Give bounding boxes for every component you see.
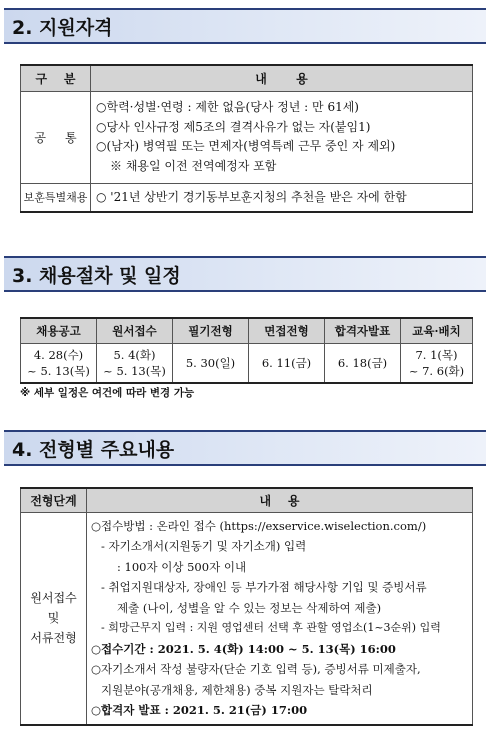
date-text: 5. 4(화) [113, 347, 156, 362]
qualification-table [20, 64, 473, 213]
date-text: 6. 18(금) [337, 355, 388, 370]
section-header-qualification [4, 8, 486, 44]
schedule-cell-result [325, 343, 401, 383]
schedule-table [20, 317, 473, 384]
header-category: 구 분 [21, 65, 91, 91]
stage-label-line: 서류전형 [30, 631, 77, 645]
requirement-line: ○(남자) 병역필 또는 면제자(병역특례 근무 중인 자 제외) [96, 139, 396, 153]
schedule-header: 교육·배치 [401, 318, 473, 343]
detail-line: ○합격자 발표 : 2021. 5. 21(금) 17:00 [91, 703, 308, 717]
detail-line: 제출 (나이, 성별을 알 수 있는 정보는 삭제하여 제출) [117, 600, 382, 615]
requirement-line: ○ '21년 상반기 경기동부보훈지청의 추천을 받은 자에 한함 [96, 189, 407, 204]
schedule-cell-training [401, 343, 473, 383]
schedule-cell-interview [249, 343, 325, 383]
veterans-requirements [91, 183, 473, 212]
date-text: 4. 28(수) [33, 347, 84, 362]
header-stage: 전형단계 [21, 488, 87, 512]
section-title: 3. 채용절차 및 일정 [12, 264, 181, 287]
detail-line: : 100자 이상 500자 이내 [117, 559, 247, 574]
detail-line: ○접수방법 : 온라인 접수 (https://exservice.wiselection.com/) [91, 518, 427, 533]
common-requirements [91, 91, 473, 183]
section-header-schedule [4, 256, 486, 292]
header-content: 내 용 [87, 488, 473, 512]
row-label-common: 공 통 [21, 91, 91, 183]
stage-label-line: 및 [47, 611, 60, 625]
date-text: 7. 1(목) [415, 347, 458, 362]
date-text: ~ 5. 13(목) [103, 363, 166, 378]
schedule-cell-written [173, 343, 249, 383]
requirement-note: ※ 채용일 이전 전역예정자 포함 [110, 158, 277, 173]
requirement-line: ○학력·성별·연령 : 제한 없음(당사 정년 : 만 61세) [96, 100, 359, 114]
detail-line: - 자기소개서(지원동기 및 자기소개) 입력 [101, 539, 307, 553]
section-title: 4. 전형별 주요내용 [12, 438, 175, 461]
detail-line: 지원분야(공개채용, 제한채용) 중복 지원자는 탈락처리 [101, 682, 373, 697]
detail-line: - 희망근무지 입력 : 지원 영업센터 선택 후 관할 영업소(1~3순위) 입력 [101, 621, 441, 634]
requirement-line: ○당사 인사규정 제5조의 결격사유가 없는 자(붙임1) [96, 119, 371, 134]
schedule-cell-application [97, 343, 173, 383]
header-content: 내 용 [91, 65, 473, 91]
schedule-header: 면접전형 [249, 318, 325, 343]
schedule-header: 필기전형 [173, 318, 249, 343]
schedule-header: 원서접수 [97, 318, 173, 343]
date-text: ~ 7. 6(화) [408, 363, 465, 378]
detail-line: - 취업지원대상자, 장애인 등 부가가점 해당사항 기입 및 증빙서류 [101, 580, 427, 594]
section-header-screening [4, 430, 486, 466]
screening-table [20, 487, 473, 726]
screening-details [87, 512, 473, 725]
date-text: ~ 5. 13(목) [27, 363, 90, 378]
section-title: 2. 지원자격 [12, 16, 113, 39]
row-label-veterans: 보훈특별채용 [21, 183, 91, 212]
date-text: 5. 30(일) [185, 355, 236, 370]
date-text: 6. 11(금) [261, 355, 312, 370]
schedule-cell-announcement [21, 343, 97, 383]
stage-label [21, 512, 87, 725]
schedule-header: 채용공고 [21, 318, 97, 343]
detail-line: ○자기소개서 작성 불량자(단순 기호 입력 등), 증빙서류 미제출자, [91, 662, 421, 676]
detail-line: ○접수기간 : 2021. 5. 4(화) 14:00 ~ 5. 13(목) 16:00 [91, 641, 396, 656]
schedule-note: ※ 세부 일정은 여건에 따라 변경 가능 [20, 387, 195, 399]
stage-label-line: 원서접수 [30, 591, 77, 605]
schedule-header: 합격자발표 [325, 318, 401, 343]
